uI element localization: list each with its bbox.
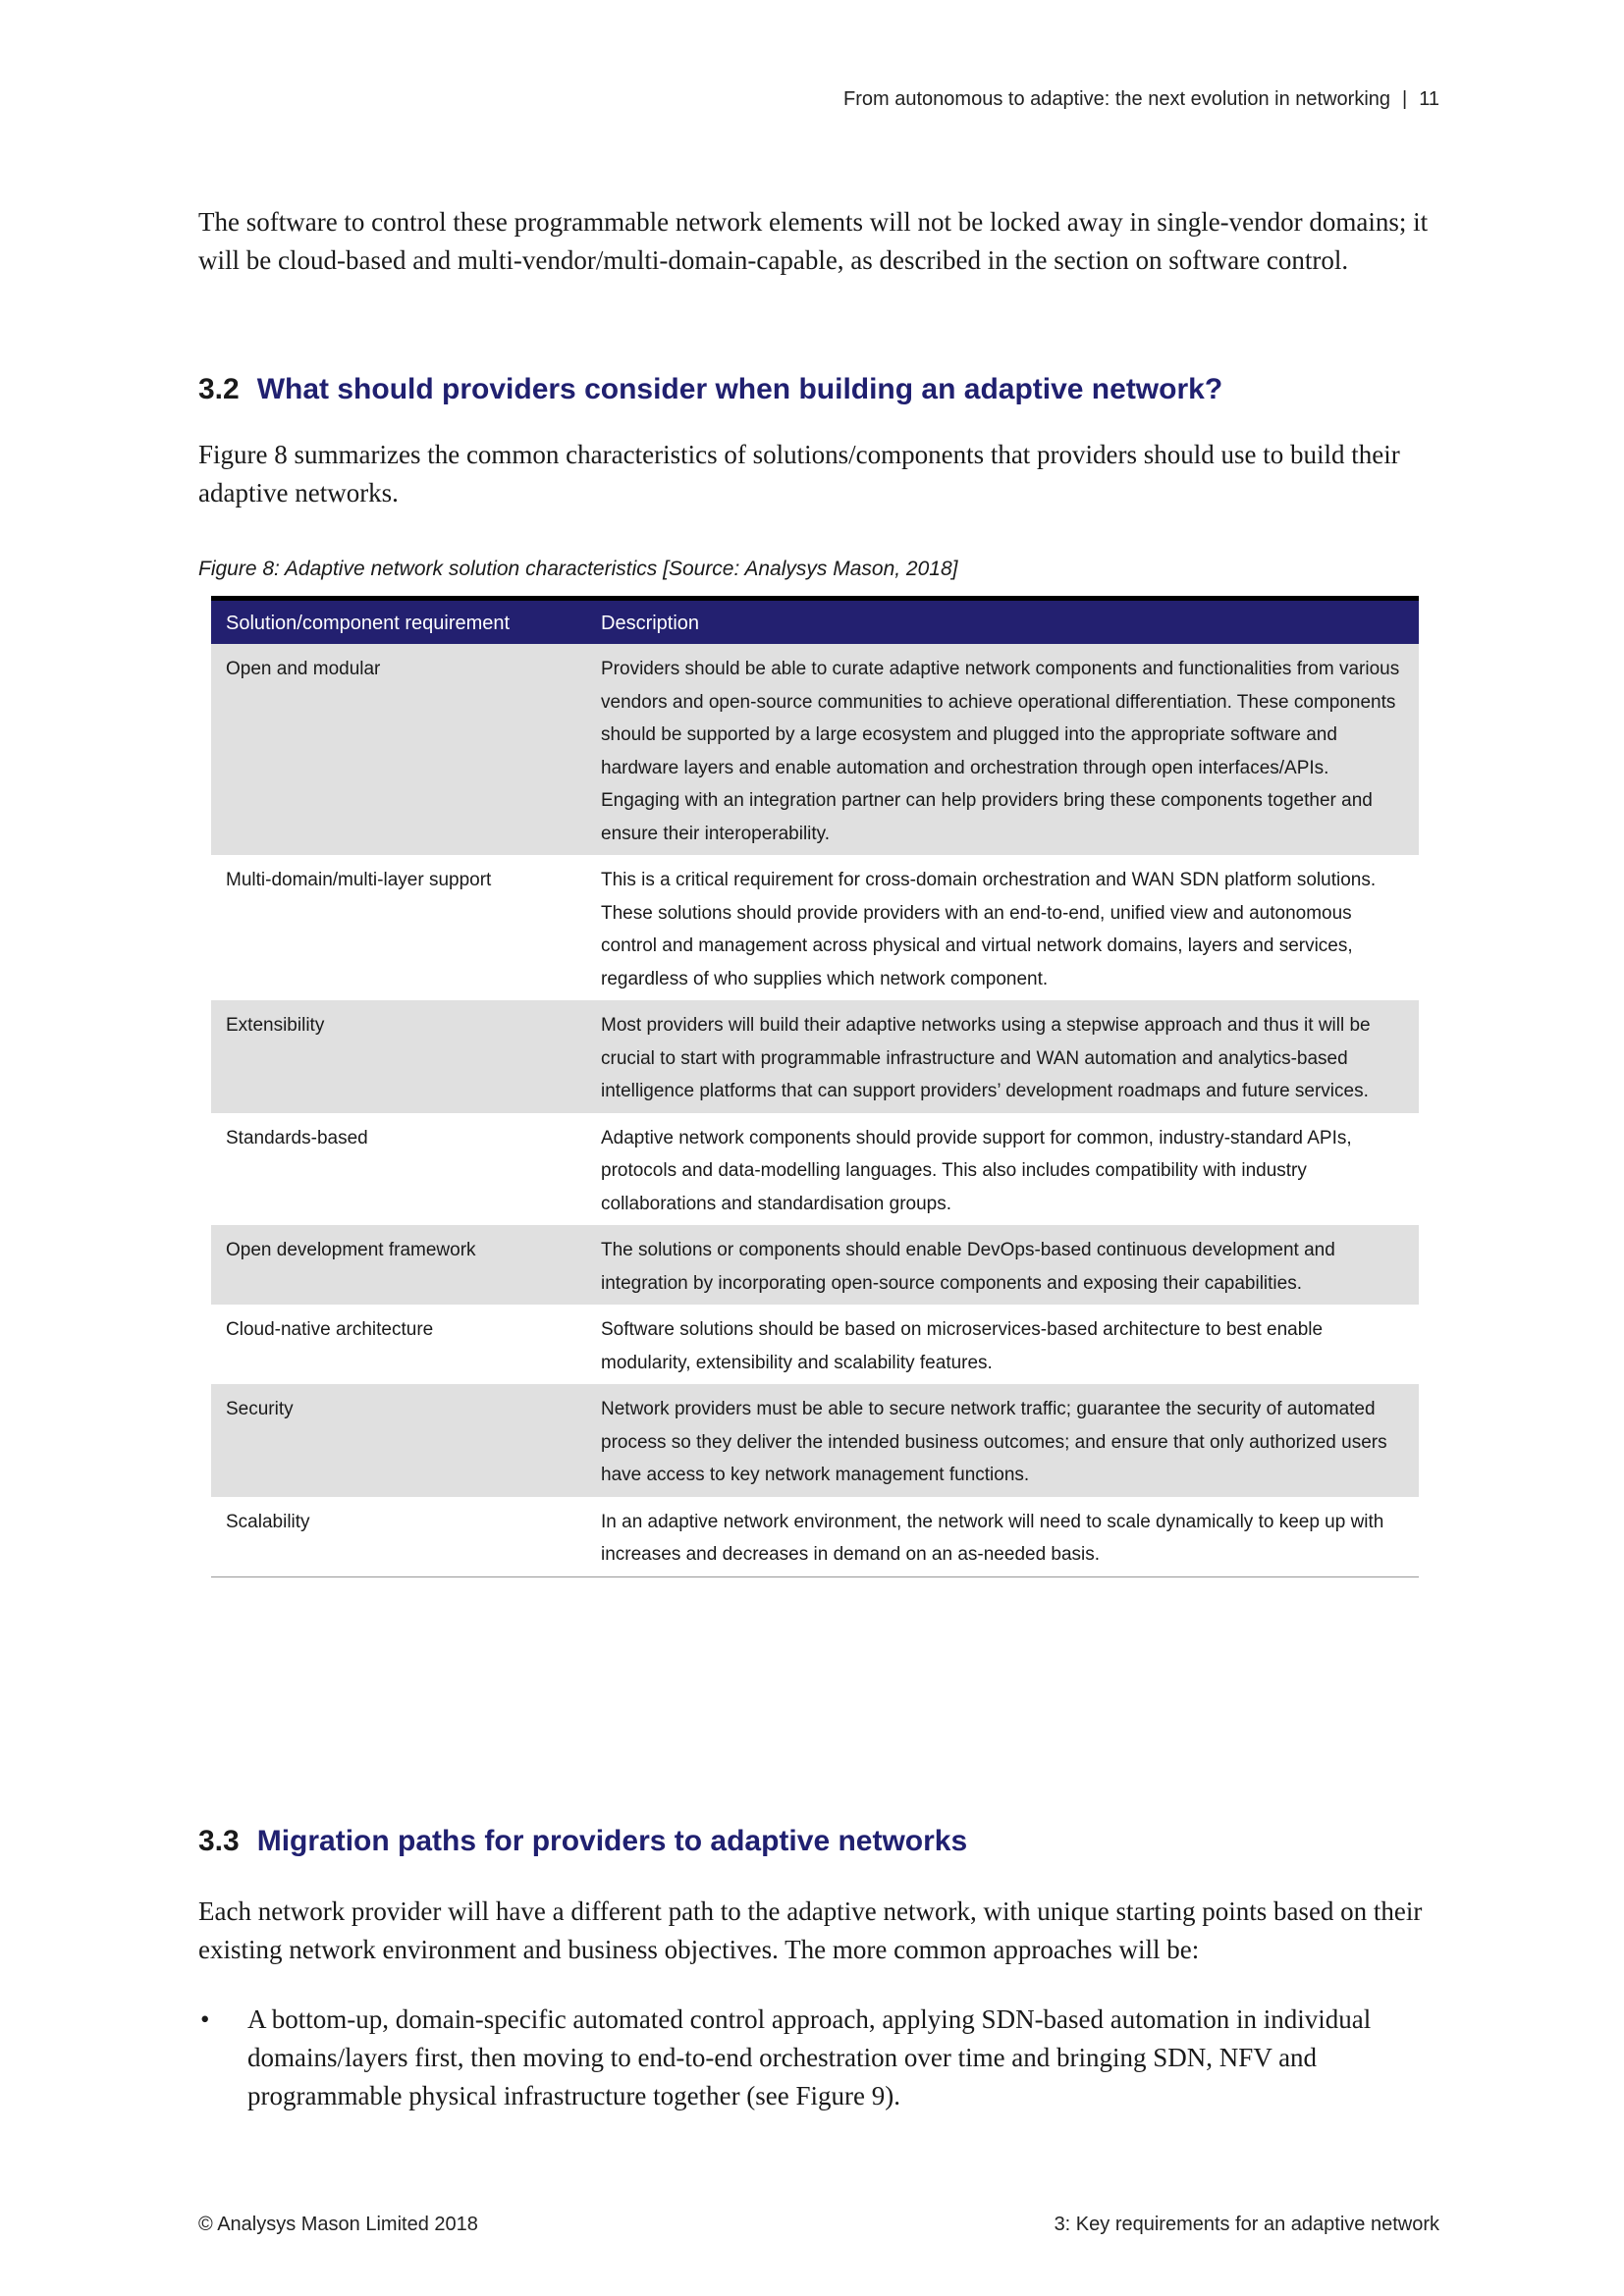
header-title: From autonomous to adaptive: the next evolution in networking xyxy=(843,88,1391,110)
section-3-3-heading xyxy=(198,1823,1432,1860)
requirement-cell: Scalability xyxy=(211,1497,586,1577)
description-cell: Software solutions should be based on microservices-based architecture to best enable modularity, extensibility and scalability features. xyxy=(601,1319,1324,1373)
intro-paragraph: The software to control these programmable network elements will not be locked away in single-vendor domains; it will be cloud-based and multi-vendor/multi-domain-capable, as described in the section on software control. xyxy=(198,207,1429,275)
intro-block xyxy=(198,203,1432,280)
requirements-table xyxy=(211,596,1419,1577)
table-row xyxy=(211,1113,1419,1226)
bullet-list xyxy=(198,2001,1426,2115)
table-row xyxy=(211,1384,1419,1497)
requirement-cell: Standards-based xyxy=(226,1127,368,1148)
section-title: What should providers consider when building an adaptive network? xyxy=(256,373,1223,405)
bullet-icon: • xyxy=(200,2004,210,2034)
section-3-2-paragraph: Figure 8 summarizes the common characteristics of solutions/components that providers should use to build their adaptive networks. xyxy=(198,440,1400,507)
figure-caption: Figure 8: Adaptive network solution characteristics [Source: Analysys Mason, 2018] xyxy=(198,558,958,580)
list-item-text: A bottom-up, domain-specific automated control approach, applying SDN-based automation in individual domains/layers first, then moving to end-to-end orchestration over time and bringing SDN, NFV and programmable physical infrastructure together (see Figure 9). xyxy=(247,2004,1372,2110)
footer-section: 3: Key requirements for an adaptive network xyxy=(1054,2214,1439,2235)
requirement-cell: Extensibility xyxy=(211,1000,586,1113)
list-item xyxy=(198,2001,1426,2115)
column-header-requirement: Solution/component requirement xyxy=(211,599,586,645)
page-header xyxy=(843,88,1439,111)
section-number: 3.3 xyxy=(198,1825,240,1857)
column-header-description: Description xyxy=(586,599,1419,645)
table-row xyxy=(211,1305,1419,1384)
section-3-2-body xyxy=(198,436,1406,512)
header-separator: | xyxy=(1402,88,1408,110)
requirement-cell: Cloud-native architecture xyxy=(226,1319,434,1340)
description-cell: Network providers must be able to secure network traffic; guarantee the security of automated process so they deliver the intended business outcomes; and ensure that only authorized users have access to key network management functions. xyxy=(586,1384,1419,1497)
section-3-2-heading xyxy=(198,371,1432,408)
description-cell: Adaptive network components should provide support for common, industry-standard APIs, protocols and data-modelling languages. This also includes compatibility with industry collaborations and standardisation groups. xyxy=(601,1127,1352,1214)
table-header-row xyxy=(211,599,1419,645)
footer-copyright: © Analysys Mason Limited 2018 xyxy=(198,2214,478,2235)
section-3-3-body xyxy=(198,1893,1432,1969)
requirement-cell: Security xyxy=(211,1384,586,1497)
section-title: Migration paths for providers to adaptive networks xyxy=(256,1825,968,1857)
requirement-cell: Multi-domain/multi-layer support xyxy=(226,870,492,890)
description-cell: Providers should be able to curate adaptive network components and functionalities from various vendors and open-source communities to achieve operational differentiation. These components should be supported by a large ecosystem and plugged into the appropriate software and hardware layers and enable automation and orchestration through open interfaces/APIs. Engaging with an integration partner can help providers bring these components together and ensure their interoperability. xyxy=(586,644,1419,855)
description-cell: In an adaptive network environment, the network will need to scale dynamically to keep up with increases and decreases in demand on an as-needed basis. xyxy=(586,1497,1419,1577)
requirement-cell: Open and modular xyxy=(211,644,586,855)
description-cell: The solutions or components should enable DevOps-based continuous development and integration by incorporating open-source components and exposing their capabilities. xyxy=(586,1225,1419,1305)
table-row xyxy=(211,1497,1419,1577)
table-row xyxy=(211,644,1419,855)
figure-caption-block xyxy=(198,558,1432,581)
page-footer xyxy=(198,2214,1439,2236)
table-row xyxy=(211,855,1419,1000)
description-cell: Most providers will build their adaptive networks using a stepwise approach and thus it will be crucial to start with programmable infrastructure and WAN automation and analytics-based intelligence platforms that can support providers’ development roadmaps and future services. xyxy=(586,1000,1419,1113)
section-number: 3.2 xyxy=(198,373,240,405)
requirement-cell: Open development framework xyxy=(211,1225,586,1305)
section-3-3-paragraph: Each network provider will have a different path to the adaptive network, with unique starting points based on their existing network environment and business objectives. The more common approaches will be: xyxy=(198,1896,1423,1964)
table-row xyxy=(211,1225,1419,1305)
description-cell: This is a critical requirement for cross-domain orchestration and WAN SDN platform solutions. These solutions should provide providers with an end-to-end, unified view and autonomous control and management across physical and virtual network domains, layers and services, regardless of who supplies which network component. xyxy=(601,870,1377,989)
page-number: 11 xyxy=(1419,88,1439,110)
section-3-3-bullets xyxy=(198,2001,1426,2115)
table-row xyxy=(211,1000,1419,1113)
